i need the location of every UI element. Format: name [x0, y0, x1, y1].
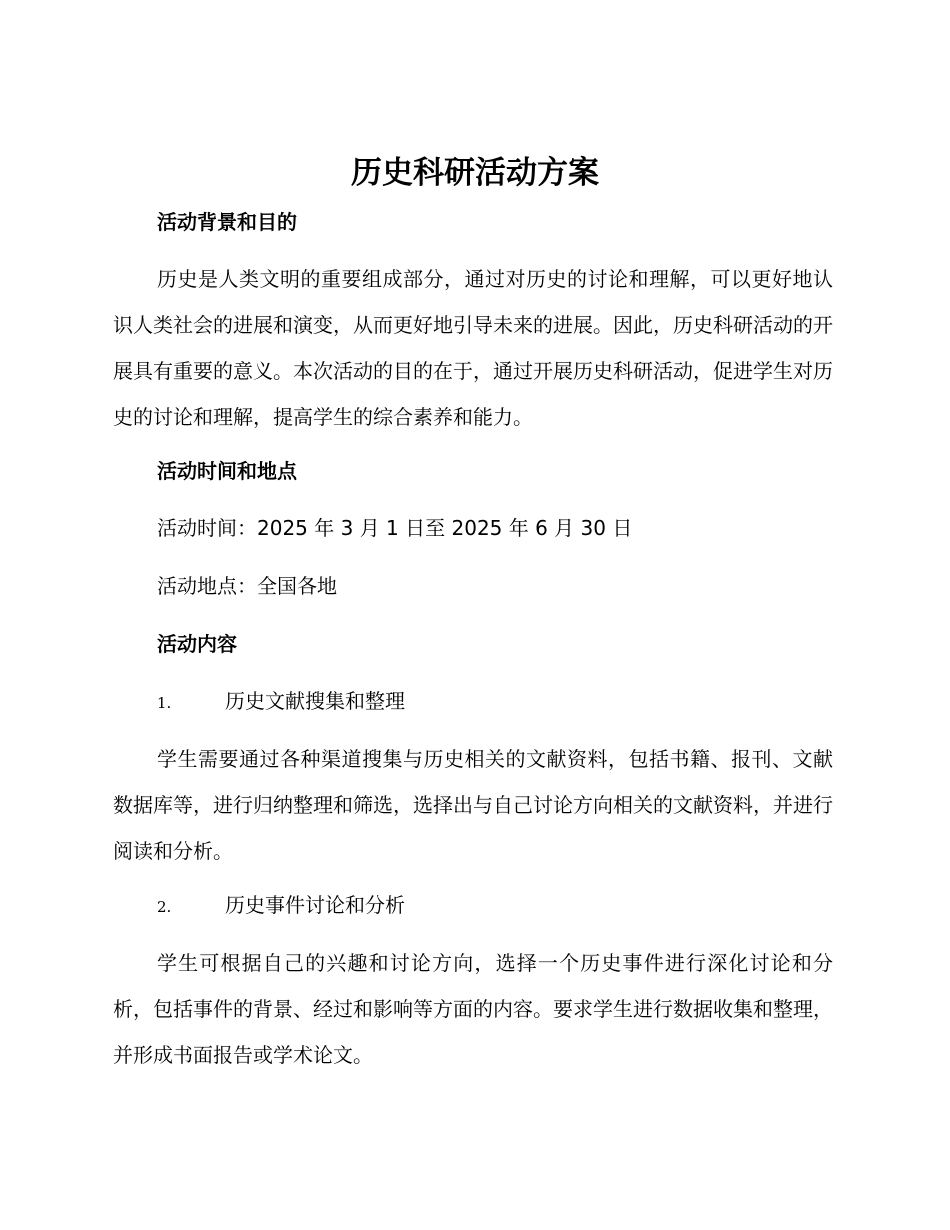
section-heading-content: 活动内容 [157, 632, 237, 656]
section-heading-time-place: 活动时间和地点 [157, 459, 297, 483]
activity-place: 活动地点：全国各地 [157, 574, 337, 598]
activity-time: 活动时间：2025 年 3 月 1 日至 2025 年 6 月 30 日 [157, 516, 633, 540]
content-item-1 [157, 686, 405, 718]
content-item-2 [157, 890, 405, 922]
content-item-2-paragraph: 学生可根据自己的兴趣和讨论方向，选择一个历史事件进行深化讨论和分析，包括事件的背景、经过和影响等方面的内容。要求学生进行数据收集和整理，并形成书面报告或学术论文。 [113, 951, 833, 1067]
list-number: 2. [157, 898, 172, 916]
list-item-title: 历史文献搜集和整理 [225, 689, 405, 713]
list-item-title: 历史事件讨论和分析 [225, 893, 405, 917]
list-number: 1. [157, 694, 172, 712]
content-item-1-paragraph: 学生需要通过各种渠道搜集与历史相关的文献资料，包括书籍、报刊、文献数据库等，进行归纳整理和筛选，选择出与自己讨论方向相关的文献资料，并进行阅读和分析。 [113, 747, 833, 863]
background-paragraph: 历史是人类文明的重要组成部分，通过对历史的讨论和理解，可以更好地认识人类社会的进展和演变，从而更好地引导未来的进展。因此，历史科研活动的开展具有重要的意义。本次活动的目的在于，通过开展历史科研活动，促进学生对历史的讨论和理解，提高学生的综合素养和能力。 [113, 267, 833, 429]
section-heading-background: 活动背景和目的 [157, 210, 297, 234]
document-title: 历史科研活动方案 [351, 155, 599, 191]
